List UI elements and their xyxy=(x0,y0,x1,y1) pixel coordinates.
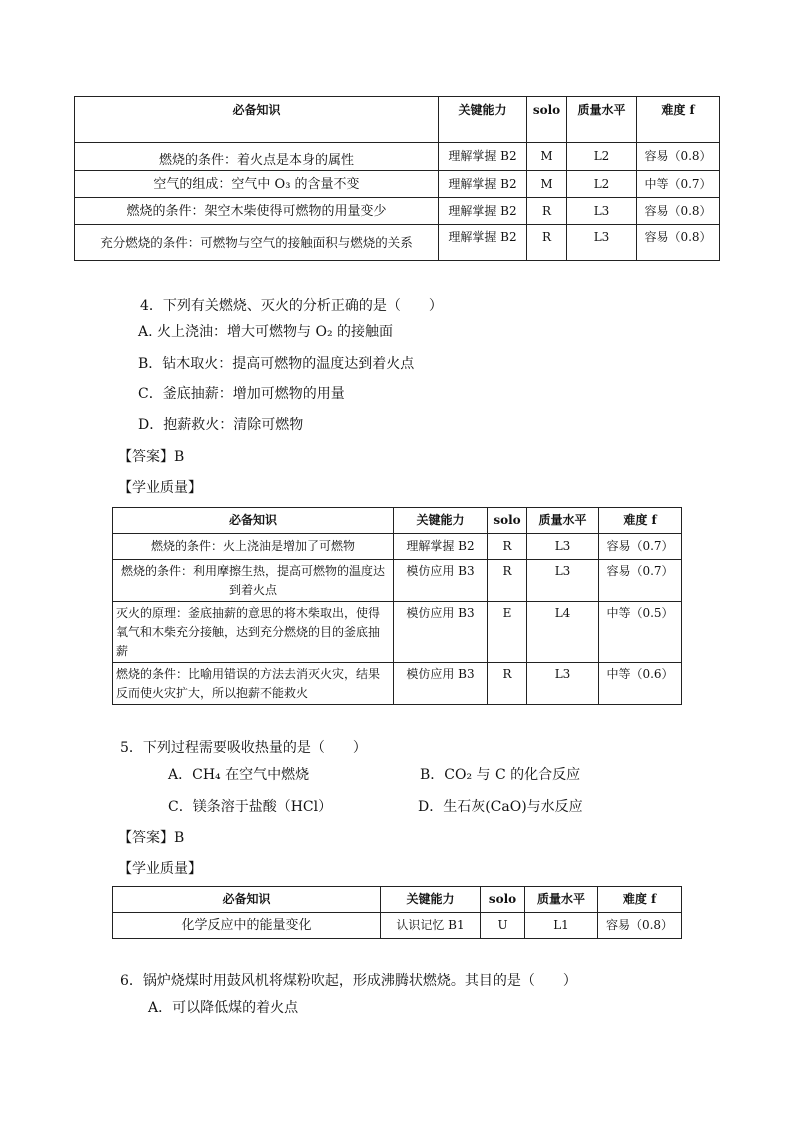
header-ability: 关键能力 xyxy=(394,508,488,534)
header-difficulty: 难度 f xyxy=(599,508,682,534)
question-5-option-d: D．生石灰(CaO)与水反应 xyxy=(418,799,583,815)
header-difficulty: 难度 f xyxy=(637,97,720,143)
cell-level: L2 xyxy=(567,171,637,198)
cell-difficulty: 中等（0.5） xyxy=(599,602,682,663)
cell-ability: 理解掌握 B2 xyxy=(439,225,527,261)
table-header-row xyxy=(113,508,682,534)
table-row xyxy=(75,171,720,198)
table-row xyxy=(113,913,682,939)
header-knowledge: 必备知识 xyxy=(113,508,394,534)
question-6-option-a: A．可以降低煤的着火点 xyxy=(148,1000,299,1016)
cell-level: L3 xyxy=(567,225,637,261)
header-ability: 关键能力 xyxy=(439,97,527,143)
cell-solo: M xyxy=(527,143,567,171)
header-knowledge: 必备知识 xyxy=(75,97,439,143)
cell-knowledge: 充分燃烧的条件：可燃物与空气的接触面积与燃烧的关系 xyxy=(75,225,439,261)
cell-knowledge: 燃烧的条件：比喻用错误的方法去消灭火灾，结果反而使火灾扩大，所以抱薪不能救火 xyxy=(113,663,394,705)
question-4-answer: 【答案】B xyxy=(118,449,185,465)
header-quality-level: 质量水平 xyxy=(567,97,637,143)
cell-solo: R xyxy=(527,225,567,261)
table-knowledge-q5 xyxy=(112,886,682,939)
cell-solo: R xyxy=(488,663,527,705)
table-row xyxy=(75,225,720,261)
question-5-option-b: B．CO₂ 与 C 的化合反应 xyxy=(420,767,581,783)
cell-solo: U xyxy=(481,913,525,939)
cell-knowledge: 空气的组成：空气中 O₃ 的含量不变 xyxy=(75,171,439,198)
cell-level: L4 xyxy=(527,602,599,663)
table-row xyxy=(75,143,720,171)
cell-knowledge: 燃烧的条件：火上浇油是增加了可燃物 xyxy=(113,534,394,560)
header-difficulty: 难度 f xyxy=(598,887,682,913)
question-4-option-a: A. 火上浇油：增大可燃物与 O₂ 的接触面 xyxy=(138,324,394,340)
header-solo: solo xyxy=(527,97,567,143)
cell-level: L1 xyxy=(525,913,598,939)
question-6-stem: 6．锅炉烧煤时用鼓风机将煤粉吹起，形成沸腾状燃烧。其目的是（ ） xyxy=(120,973,577,989)
cell-knowledge: 化学反应中的能量变化 xyxy=(113,913,381,939)
cell-level: L3 xyxy=(567,198,637,225)
cell-difficulty: 容易（0.8） xyxy=(637,143,720,171)
table-knowledge-q3 xyxy=(74,96,720,261)
question-5-quality-heading: 【学业质量】 xyxy=(118,861,202,877)
cell-solo: R xyxy=(488,560,527,602)
question-5-answer: 【答案】B xyxy=(118,830,185,846)
cell-ability: 理解掌握 B2 xyxy=(439,143,527,171)
cell-knowledge: 燃烧的条件：架空木柴使得可燃物的用量变少 xyxy=(75,198,439,225)
table-row xyxy=(113,663,682,705)
cell-difficulty: 容易（0.8） xyxy=(598,913,682,939)
cell-ability: 模仿应用 B3 xyxy=(394,602,488,663)
cell-ability: 模仿应用 B3 xyxy=(394,560,488,602)
table-header-row xyxy=(113,887,682,913)
cell-knowledge: 燃烧的条件：利用摩擦生热，提高可燃物的温度达到着火点 xyxy=(113,560,394,602)
cell-solo: E xyxy=(488,602,527,663)
cell-knowledge: 燃烧的条件：着火点是本身的属性 xyxy=(75,143,439,171)
header-quality-level: 质量水平 xyxy=(527,508,599,534)
question-5-stem: 5．下列过程需要吸收热量的是（ ） xyxy=(120,740,367,756)
question-4-option-b: B．钻木取火：提高可燃物的温度达到着火点 xyxy=(138,356,415,372)
question-4-stem: 4．下列有关燃烧、灭火的分析正确的是（ ） xyxy=(140,298,443,314)
table-row xyxy=(113,602,682,663)
table-row xyxy=(113,560,682,602)
cell-ability: 模仿应用 B3 xyxy=(394,663,488,705)
header-solo: solo xyxy=(488,508,527,534)
cell-difficulty: 容易（0.8） xyxy=(637,198,720,225)
table-header-row xyxy=(75,97,720,143)
cell-difficulty: 中等（0.6） xyxy=(599,663,682,705)
cell-solo: M xyxy=(527,171,567,198)
cell-level: L3 xyxy=(527,663,599,705)
cell-difficulty: 容易（0.7） xyxy=(599,560,682,602)
cell-level: L3 xyxy=(527,560,599,602)
table-row xyxy=(113,534,682,560)
header-quality-level: 质量水平 xyxy=(525,887,598,913)
cell-ability: 理解掌握 B2 xyxy=(439,171,527,198)
table-knowledge-q4 xyxy=(112,507,682,705)
question-5-option-a: A．CH₄ 在空气中燃烧 xyxy=(168,767,310,783)
cell-level: L3 xyxy=(527,534,599,560)
header-knowledge: 必备知识 xyxy=(113,887,381,913)
cell-difficulty: 中等（0.7） xyxy=(637,171,720,198)
cell-ability: 认识记忆 B1 xyxy=(381,913,481,939)
table-row xyxy=(75,198,720,225)
question-4-option-d: D．抱薪救火：清除可燃物 xyxy=(138,417,304,433)
cell-level: L2 xyxy=(567,143,637,171)
question-4-option-c: C．釜底抽薪：增加可燃物的用量 xyxy=(138,386,345,402)
cell-solo: R xyxy=(527,198,567,225)
header-ability: 关键能力 xyxy=(381,887,481,913)
cell-knowledge: 灭火的原理：釜底抽薪的意思的将木柴取出，使得氧气和木柴充分接触，达到充分燃烧的目的釜底抽薪 xyxy=(113,602,394,663)
cell-difficulty: 容易（0.8） xyxy=(637,225,720,261)
cell-difficulty: 容易（0.7） xyxy=(599,534,682,560)
cell-ability: 理解掌握 B2 xyxy=(394,534,488,560)
cell-ability: 理解掌握 B2 xyxy=(439,198,527,225)
question-4-quality-heading: 【学业质量】 xyxy=(118,480,202,496)
question-5-option-c: C．镁条溶于盐酸（HCl） xyxy=(168,799,333,815)
cell-solo: R xyxy=(488,534,527,560)
header-solo: solo xyxy=(481,887,525,913)
